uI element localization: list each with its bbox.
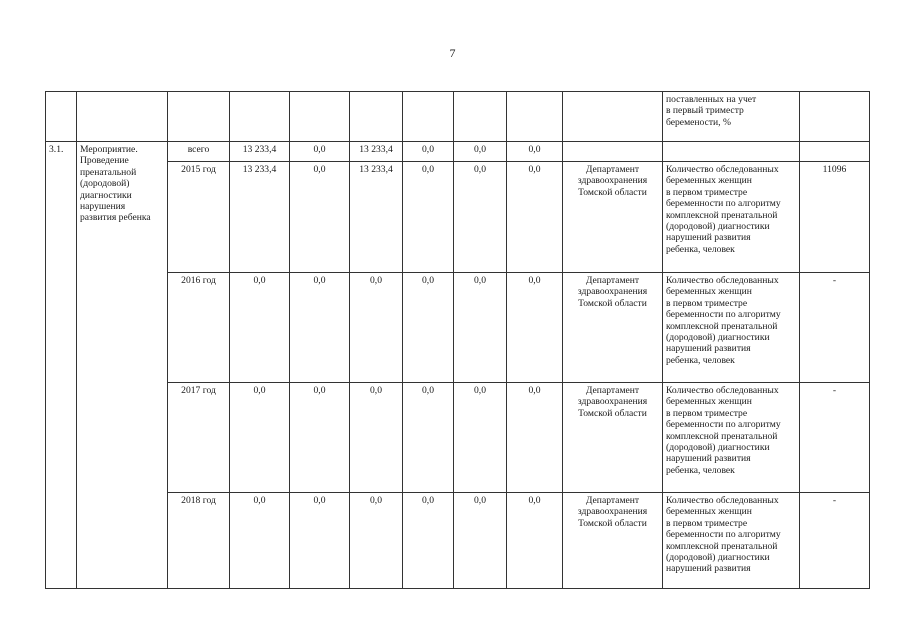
executor-cell: Департамент здравоохранения Томской области xyxy=(563,273,663,383)
cell-empty xyxy=(403,92,454,142)
cell-empty xyxy=(290,92,350,142)
indicator-cell: Количество обследованных беременных женщин в первом триместре беременности по алгоритму комплексной пренатальной (дородовой) диагностики нарушений развития ребенка, человек xyxy=(663,162,800,273)
amount-cell: 0,0 xyxy=(230,383,290,493)
table-row xyxy=(46,162,870,273)
amount-cell: 0,0 xyxy=(454,162,507,273)
amount-cell: 13 233,4 xyxy=(350,162,403,273)
amount-cell: 0,0 xyxy=(403,493,454,589)
cell-empty xyxy=(507,92,563,142)
amount-cell: 0,0 xyxy=(454,493,507,589)
amount-cell: 0,0 xyxy=(454,142,507,162)
amount-cell: 0,0 xyxy=(403,142,454,162)
executor-cell: Департамент здравоохранения Томской области xyxy=(563,493,663,589)
amount-cell: 0,0 xyxy=(290,383,350,493)
table-row xyxy=(46,493,870,589)
indicator-continuation-cell: поставленных на учет в первый триместр беремености, % xyxy=(663,92,800,142)
continuation-row xyxy=(46,92,870,142)
amount-cell: 0,0 xyxy=(454,273,507,383)
period-cell: 2015 год xyxy=(168,162,230,273)
table-row xyxy=(46,142,870,162)
amount-cell: 0,0 xyxy=(290,142,350,162)
cell-empty xyxy=(563,92,663,142)
period-cell: 2018 год xyxy=(168,493,230,589)
amount-cell: 0,0 xyxy=(507,273,563,383)
indicator-cell xyxy=(663,142,800,162)
amount-cell: 0,0 xyxy=(507,162,563,273)
amount-cell: 0,0 xyxy=(290,162,350,273)
executor-cell xyxy=(563,142,663,162)
cell-empty xyxy=(46,92,77,142)
amount-cell: 0,0 xyxy=(507,383,563,493)
amount-cell: 0,0 xyxy=(350,493,403,589)
cell-empty xyxy=(77,92,168,142)
amount-cell: 0,0 xyxy=(290,273,350,383)
cell-empty xyxy=(454,92,507,142)
period-cell: 2016 год xyxy=(168,273,230,383)
amount-cell: 0,0 xyxy=(230,273,290,383)
cell-empty xyxy=(350,92,403,142)
cell-empty xyxy=(168,92,230,142)
indicator-cell: Количество обследованных беременных женщин в первом триместре беременности по алгоритму комплексной пренатальной (дородовой) диагностики нарушений развития xyxy=(663,493,800,589)
cell-empty xyxy=(230,92,290,142)
page-number: 7 xyxy=(449,46,456,60)
indicator-value-cell: 11096 xyxy=(800,162,870,273)
executor-cell: Департамент здравоохранения Томской области xyxy=(563,162,663,273)
amount-cell: 13 233,4 xyxy=(230,162,290,273)
cell-empty xyxy=(800,92,870,142)
executor-cell: Департамент здравоохранения Томской области xyxy=(563,383,663,493)
amount-cell: 0,0 xyxy=(507,142,563,162)
amount-cell: 0,0 xyxy=(350,383,403,493)
indicator-cell: Количество обследованных беременных женщин в первом триместре беременности по алгоритму комплексной пренатальной (дородовой) диагностики нарушений развития ребенка, человек xyxy=(663,273,800,383)
indicator-value-cell xyxy=(800,142,870,162)
amount-cell: 0,0 xyxy=(507,493,563,589)
indicator-value-cell: - xyxy=(800,383,870,493)
table-row xyxy=(46,273,870,383)
amount-cell: 0,0 xyxy=(290,493,350,589)
activity-title-cell: Мероприятие. Проведение пренатальной (дородовой) диагностики нарушения развития ребенка xyxy=(77,142,168,589)
amount-cell: 13 233,4 xyxy=(230,142,290,162)
activity-number-cell: 3.1. xyxy=(46,142,77,589)
amount-cell: 0,0 xyxy=(454,383,507,493)
indicator-value-cell: - xyxy=(800,273,870,383)
amount-cell: 0,0 xyxy=(403,383,454,493)
program-table xyxy=(45,91,870,589)
period-cell: всего xyxy=(168,142,230,162)
indicator-cell: Количество обследованных беременных женщин в первом триместре беременности по алгоритму комплексной пренатальной (дородовой) диагностики нарушений развития ребенка, человек xyxy=(663,383,800,493)
indicator-value-cell: - xyxy=(800,493,870,589)
amount-cell: 0,0 xyxy=(230,493,290,589)
amount-cell: 0,0 xyxy=(403,273,454,383)
table-row xyxy=(46,383,870,493)
amount-cell: 13 233,4 xyxy=(350,142,403,162)
period-cell: 2017 год xyxy=(168,383,230,493)
amount-cell: 0,0 xyxy=(350,273,403,383)
amount-cell: 0,0 xyxy=(403,162,454,273)
